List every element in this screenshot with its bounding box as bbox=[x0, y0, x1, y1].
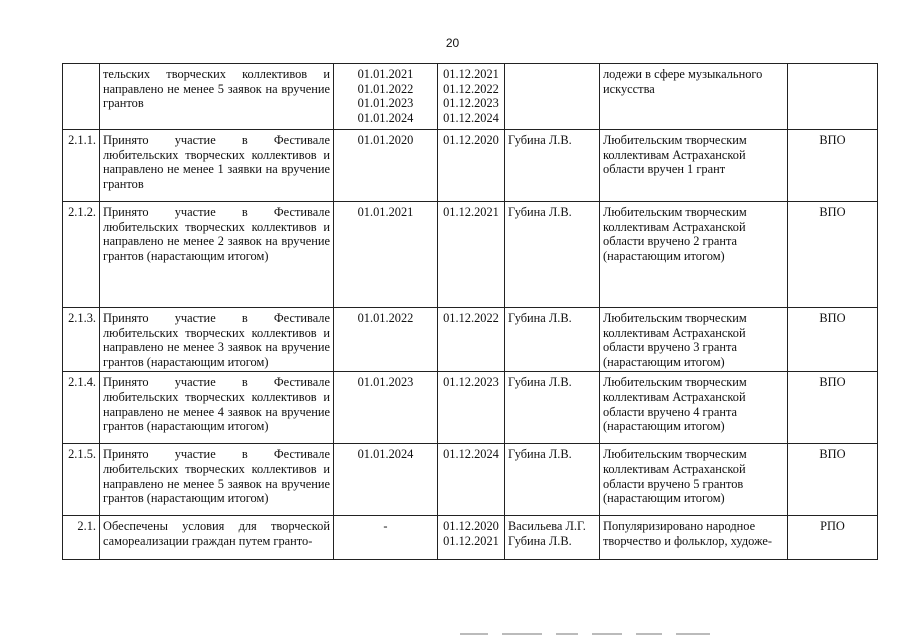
responsible-person bbox=[505, 372, 600, 444]
start-date-line: 01.01.2022 bbox=[357, 81, 414, 96]
document-type: ВПО bbox=[788, 202, 878, 308]
document-type: ВПО bbox=[788, 130, 878, 202]
responsible-person bbox=[505, 64, 600, 130]
document-type: РПО bbox=[788, 516, 878, 560]
start-date-line: 01.01.2021 bbox=[357, 67, 414, 81]
end-date bbox=[438, 444, 505, 516]
start-date bbox=[334, 444, 438, 516]
expected-result: Любительским творческим коллективам Астраханской области вручено 5 грантов (нарастающим итогом) bbox=[600, 444, 788, 516]
table-row bbox=[63, 202, 878, 308]
responsible-person bbox=[505, 202, 600, 308]
start-date-line: 01.01.2024 bbox=[357, 110, 414, 125]
task-description: Принято участие в Фестивале любительских творческих коллективов и направлено не менее 3 заявок на вручение грантов (нарастающим итогом) bbox=[100, 308, 334, 372]
item-number: 2.1.3. bbox=[63, 308, 100, 372]
responsible-person-line: Губина Л.В. bbox=[508, 311, 572, 325]
start-date-line: 01.01.2020 bbox=[357, 133, 414, 147]
start-date bbox=[334, 202, 438, 308]
start-date bbox=[334, 516, 438, 560]
start-date bbox=[334, 130, 438, 202]
end-date bbox=[438, 308, 505, 372]
start-date-line: 01.01.2023 bbox=[357, 96, 414, 111]
end-date bbox=[438, 64, 505, 130]
end-date-line: 01.12.2021 bbox=[443, 205, 499, 219]
expected-result: Любительским творческим коллективам Астраханской области вручено 3 гранта (нарастающим итогом) bbox=[600, 308, 788, 372]
document-type: ВПО bbox=[788, 372, 878, 444]
responsible-person-line: Губина Л.В. bbox=[508, 533, 572, 548]
task-description: Принято участие в Фестивале любительских творческих коллективов и направлено не менее 4 заявок на вручение грантов (нарастающим итогом) bbox=[100, 372, 334, 444]
end-date-line: 01.12.2023 bbox=[443, 96, 499, 111]
table-row bbox=[63, 372, 878, 444]
table-row bbox=[63, 130, 878, 202]
start-date-line: - bbox=[383, 519, 388, 534]
end-date-line: 01.12.2022 bbox=[443, 311, 499, 325]
table-row bbox=[63, 444, 878, 516]
responsible-person-line: Губина Л.В. bbox=[508, 205, 572, 219]
expected-result: Популяризировано народное творчество и фольклор, художе- bbox=[600, 516, 788, 560]
end-date bbox=[438, 372, 505, 444]
plan-table bbox=[62, 63, 878, 560]
page-number: 20 bbox=[445, 36, 460, 50]
responsible-person bbox=[505, 516, 600, 560]
end-date-line: 01.12.2024 bbox=[443, 447, 499, 462]
table-row bbox=[63, 64, 878, 130]
end-date-line: 01.12.2020 bbox=[443, 133, 499, 147]
item-number: 2.1.4. bbox=[63, 372, 100, 444]
item-number: 2.1.1. bbox=[63, 130, 100, 202]
start-date-line: 01.01.2023 bbox=[357, 375, 414, 390]
end-date-line: 01.12.2024 bbox=[443, 110, 499, 125]
start-date-line: 01.01.2021 bbox=[357, 205, 414, 219]
table-row bbox=[63, 308, 878, 372]
start-date bbox=[334, 372, 438, 444]
task-description: Принято участие в Фестивале любительских творческих коллективов и направлено не менее 5 заявок на вручение грантов (нарастающим итогом) bbox=[100, 444, 334, 516]
item-number bbox=[63, 64, 100, 130]
responsible-person bbox=[505, 308, 600, 372]
expected-result: лодежи в сфере музыкального искусства bbox=[600, 64, 788, 130]
item-number: 2.1.2. bbox=[63, 202, 100, 308]
item-number: 2.1.5. bbox=[63, 444, 100, 516]
responsible-person-line: Губина Л.В. bbox=[508, 133, 572, 147]
start-date bbox=[334, 64, 438, 130]
document-type: ВПО bbox=[788, 308, 878, 372]
responsible-person-line: Губина Л.В. bbox=[508, 375, 572, 390]
document-type bbox=[788, 64, 878, 130]
start-date-line: 01.01.2024 bbox=[357, 447, 414, 462]
task-description: Принято участие в Фестивале любительских творческих коллективов и направлено не менее 2 заявок на вручение грантов (нарастающим итогом) bbox=[100, 202, 334, 308]
responsible-person bbox=[505, 130, 600, 202]
responsible-person bbox=[505, 444, 600, 516]
end-date-line: 01.12.2021 bbox=[443, 67, 499, 81]
expected-result: Любительским творческим коллективам Астраханской области вручено 4 гранта (нарастающим итогом) bbox=[600, 372, 788, 444]
task-description: тельских творческих коллективов и направлено не менее 5 заявок на вручение грантов bbox=[100, 64, 334, 130]
end-date bbox=[438, 130, 505, 202]
expected-result: Любительским творческим коллективам Астраханской области вручен 1 грант bbox=[600, 130, 788, 202]
start-date bbox=[334, 308, 438, 372]
end-date bbox=[438, 516, 505, 560]
end-date-line: 01.12.2023 bbox=[443, 375, 499, 390]
end-date-line: 01.12.2020 bbox=[443, 519, 499, 534]
document-type: ВПО bbox=[788, 444, 878, 516]
table-row bbox=[63, 516, 878, 560]
scan-footer-marks bbox=[460, 633, 780, 636]
responsible-person-line: Губина Л.В. bbox=[508, 447, 572, 462]
responsible-person-line: Васильева Л.Г. bbox=[508, 519, 586, 534]
item-number: 2.1. bbox=[63, 516, 100, 560]
end-date bbox=[438, 202, 505, 308]
end-date-line: 01.12.2022 bbox=[443, 81, 499, 96]
plan-table-body bbox=[63, 64, 878, 560]
expected-result: Любительским творческим коллективам Астраханской области вручено 2 гранта (нарастающим итогом) bbox=[600, 202, 788, 308]
start-date-line: 01.01.2022 bbox=[357, 311, 414, 325]
task-description: Обеспечены условия для творческой самореализации граждан путем гранто- bbox=[100, 516, 334, 560]
task-description: Принято участие в Фестивале любительских творческих коллективов и направлено не менее 1 заявки на вручение грантов bbox=[100, 130, 334, 202]
end-date-line: 01.12.2021 bbox=[443, 533, 499, 548]
